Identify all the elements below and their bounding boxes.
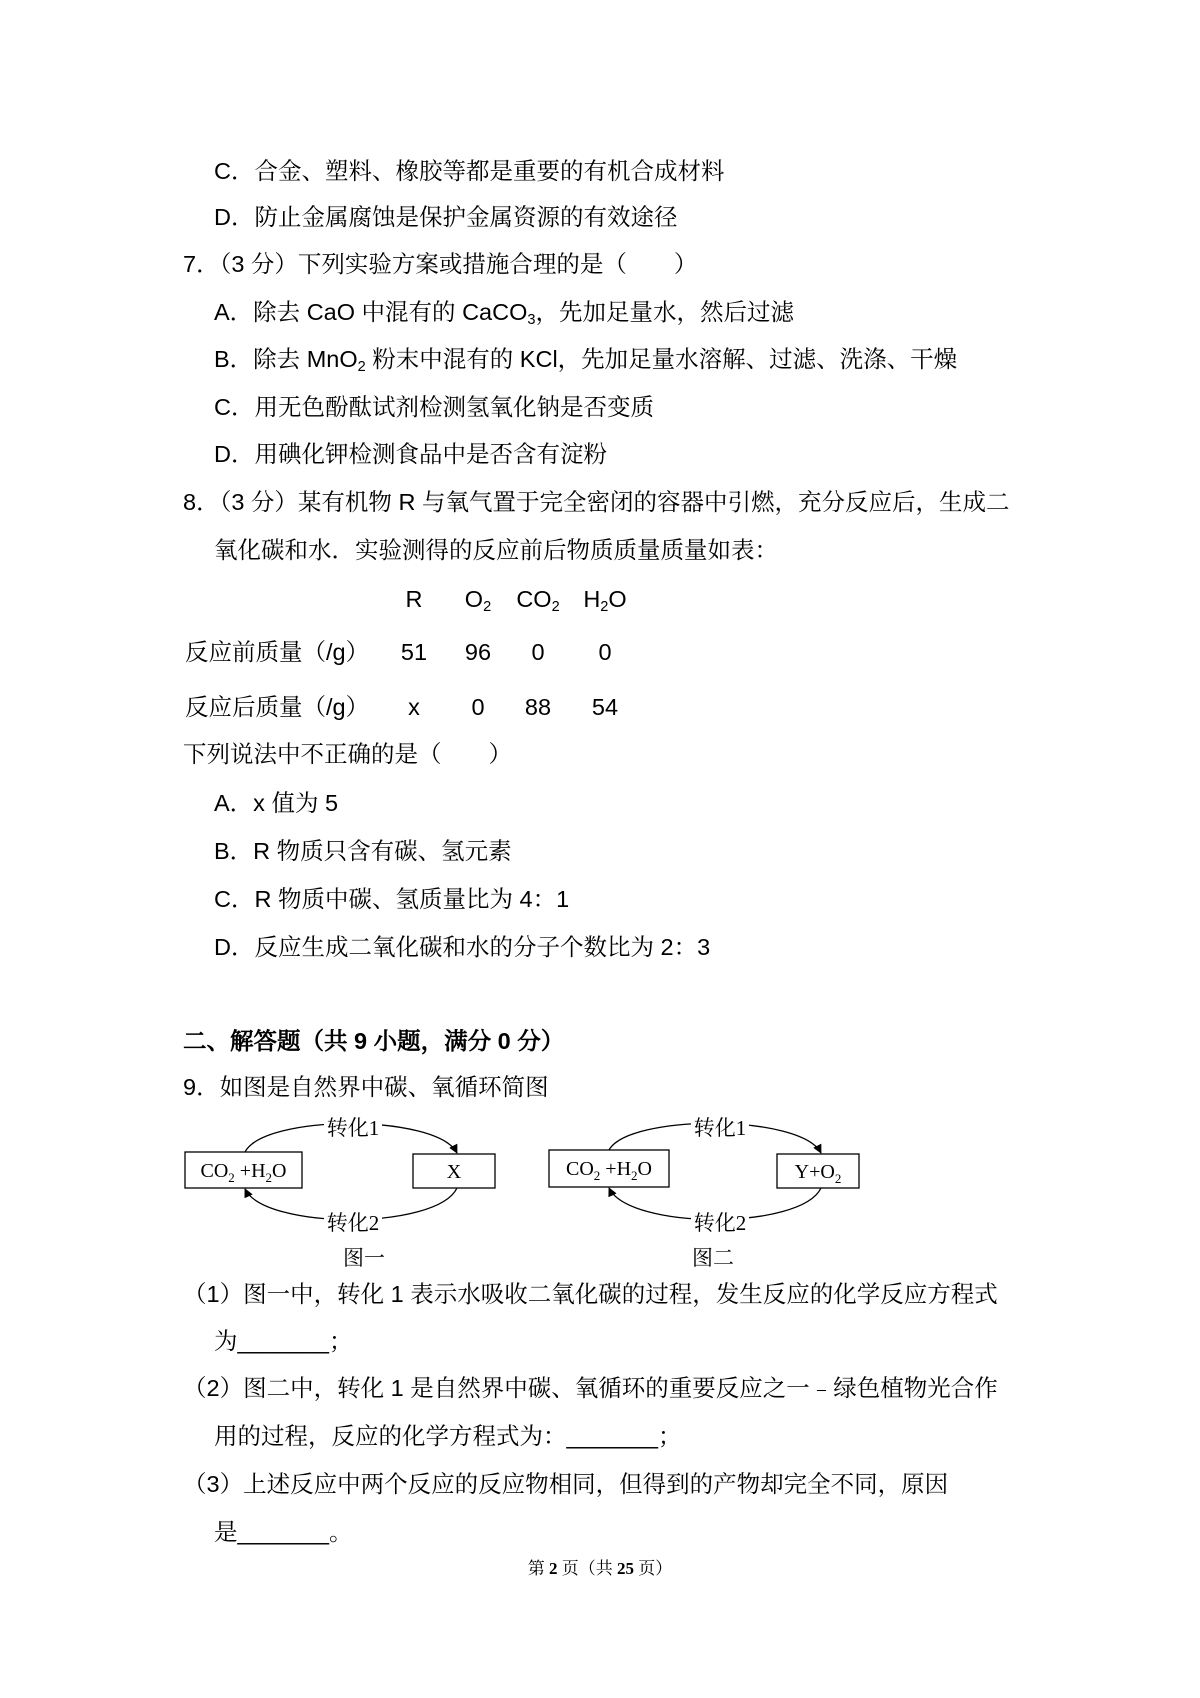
- figure-2-bottom-arrow-label: 转化2: [693, 1211, 747, 1235]
- header-text: R: [405, 586, 423, 612]
- page-footer: [0, 1557, 1200, 1581]
- figure-2-right-box-text: [795, 1161, 842, 1186]
- formula-part: +H: [600, 1158, 632, 1180]
- header-text: CO: [516, 586, 552, 612]
- question-8-prompt: 下列说法中不正确的是（ ）: [183, 741, 512, 767]
- subscript: 3: [527, 312, 536, 329]
- table-row-label: 反应后质量（/g）: [185, 694, 370, 720]
- question-9-part-1-line-1: （1）图一中，转化 1 表示水吸收二氧化碳的过程，发生反应的化学反应方程式: [183, 1281, 998, 1307]
- question-8-option-b: B．R 物质只含有碳、氢元素: [214, 838, 512, 864]
- formula-part: Y+O: [794, 1161, 835, 1183]
- header-text: H: [583, 586, 601, 612]
- question-9-part-1-line-2: 为_______；: [214, 1328, 353, 1354]
- table-cell: 54: [591, 694, 619, 720]
- question-9-part-3-line-1: （3）上述反应中两个反应的反应物相同，但得到的产物却完全不同，原因: [183, 1471, 949, 1497]
- question-8-option-a: A．x 值为 5: [214, 790, 339, 816]
- carbon-oxygen-cycle-diagram: [0, 1100, 1200, 1275]
- question-9-part-2-line-2: 用的过程，反应的化学方程式为：_______；: [214, 1423, 682, 1449]
- section-heading: 二、解答题（共 9 小题，满分 0 分）: [183, 1028, 565, 1054]
- formula-part: CO: [566, 1158, 594, 1180]
- formula-part: +H: [234, 1160, 266, 1182]
- figure-1-left-box-text: [201, 1160, 287, 1185]
- figure-2-left-box-text: [566, 1158, 652, 1183]
- figure-2-top-arrow-label: 转化1: [693, 1116, 747, 1140]
- question-9-stem: 9．如图是自然界中碳、氧循环简图: [183, 1074, 549, 1100]
- header-text: O: [464, 586, 484, 612]
- option-text: B．除去 MnO: [214, 346, 358, 372]
- option-text: A．除去 CaO 中混有的 CaCO: [214, 299, 528, 325]
- subscript: 2: [483, 599, 492, 616]
- table-cell: 88: [524, 694, 552, 720]
- table-cell: 0: [598, 639, 612, 665]
- question-8-stem-line-2: 氧化碳和水．实验测得的反应前后物质质量质量如表：: [214, 537, 778, 563]
- question-7-stem: 7．（3 分）下列实验方案或措施合理的是（ ）: [183, 251, 698, 277]
- question-8-stem-line-1: 8．（3 分）某有机物 R 与氧气置于完全密闭的容器中引燃，充分反应后，生成二: [183, 489, 1010, 515]
- figure-1-caption: 图一: [343, 1246, 385, 1270]
- subscript: 2: [593, 1168, 601, 1183]
- prev-question-option-c: C．合金、塑料、橡胶等都是重要的有机合成材料: [214, 158, 725, 184]
- question-7-option-c: C．用无色酚酞试剂检测氢氧化钠是否变质: [214, 394, 654, 420]
- figure-2: [549, 1113, 859, 1270]
- question-9-part-2-line-1: （2）图二中，转化 1 是自然界中碳、氧循环的重要反应之一﹣绿色植物光合作: [183, 1375, 998, 1401]
- subscript: 2: [631, 1168, 638, 1183]
- subscript: 2: [551, 599, 560, 616]
- table-header-h2o: [560, 583, 650, 615]
- question-7-option-d: D．用碘化钾检测食品中是否含有淀粉: [214, 441, 607, 467]
- figure-1-bottom-arrow-label: 转化2: [326, 1211, 380, 1235]
- option-text: 粉末中混有的 KCl，先加足量水溶解、过滤、洗涤、干燥: [365, 346, 958, 372]
- subscript: 2: [834, 1171, 842, 1186]
- table-row-label: 反应前质量（/g）: [185, 639, 370, 665]
- formula-part: X: [446, 1161, 462, 1183]
- footer-suffix: 页）: [634, 1559, 673, 1578]
- table-cell: 0: [531, 639, 545, 665]
- figure-1: [185, 1113, 495, 1270]
- table-cell: 96: [464, 639, 492, 665]
- question-7-option-b: [214, 343, 957, 375]
- question-8-option-d: D．反应生成二氧化碳和水的分子个数比为 2：3: [214, 934, 711, 960]
- formula-part: O: [637, 1158, 652, 1180]
- formula-part: O: [272, 1160, 287, 1182]
- table-cell: 51: [400, 639, 428, 665]
- total-pages: 25: [617, 1559, 634, 1578]
- page-number: 2: [549, 1559, 558, 1578]
- question-8-option-c: C．R 物质中碳、氢质量比为 4：1: [214, 886, 570, 912]
- footer-middle: 页（共: [557, 1559, 617, 1578]
- subscript: 2: [600, 599, 609, 616]
- figure-1-top-arrow-label: 转化1: [326, 1116, 380, 1140]
- header-text: O: [608, 586, 627, 612]
- option-text: ，先加足量水，然后过滤: [535, 299, 794, 325]
- prev-question-option-d: D．防止金属腐蚀是保护金属资源的有效途径: [214, 204, 678, 230]
- question-9-part-3-line-2: 是_______。: [214, 1519, 353, 1545]
- table-cell: x: [408, 694, 420, 720]
- figure-2-caption: 图二: [692, 1246, 734, 1270]
- question-7-option-a: [214, 296, 794, 328]
- subscript: 2: [265, 1170, 273, 1185]
- subscript: 2: [357, 359, 366, 376]
- formula-part: CO: [200, 1160, 229, 1182]
- table-cell: 0: [471, 694, 485, 720]
- subscript: 2: [228, 1170, 235, 1185]
- figure-1-right-box-text: [447, 1161, 462, 1183]
- footer-prefix: 第: [527, 1559, 549, 1578]
